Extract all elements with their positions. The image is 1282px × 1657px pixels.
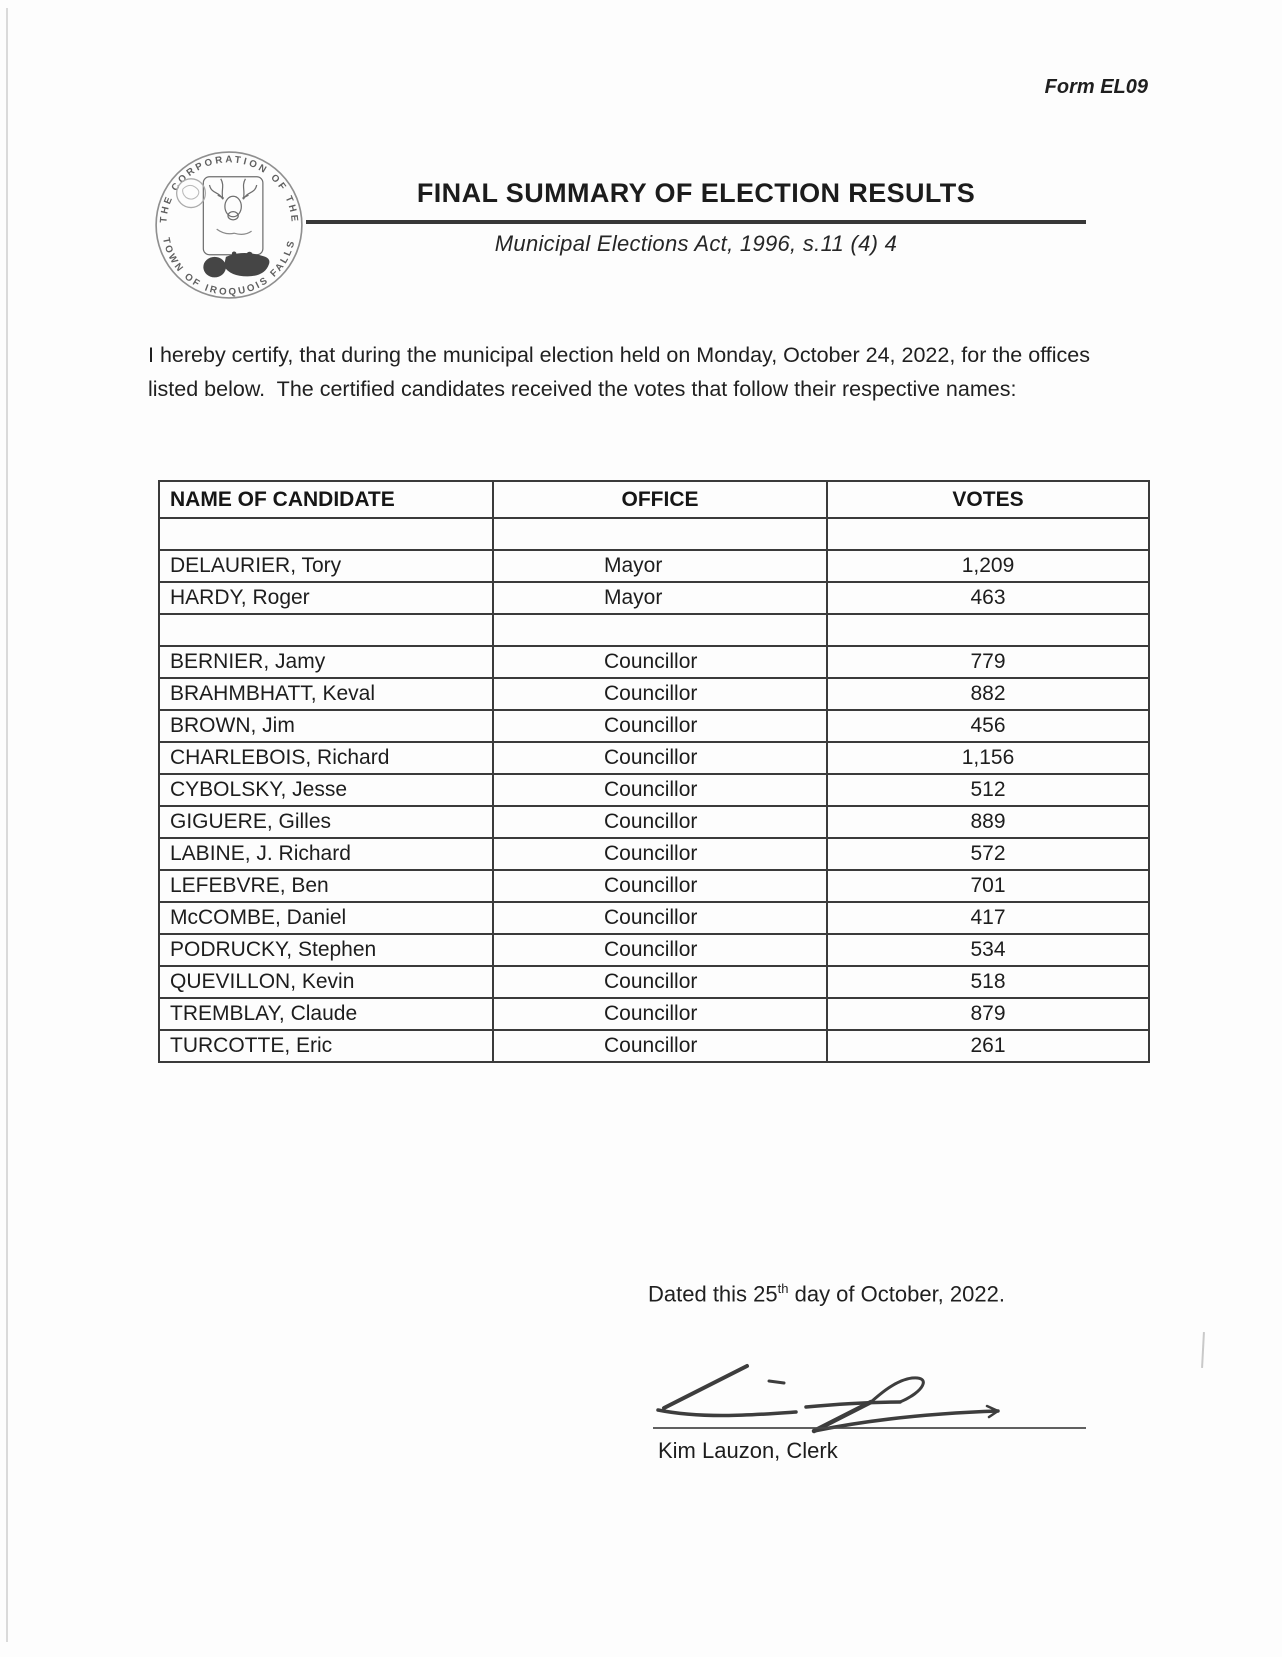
seal-ring-text-top: THE CORPORATION OF THE [158, 154, 300, 224]
header-name-of-candidate: NAME OF CANDIDATE [159, 481, 493, 518]
result-row [159, 550, 1149, 582]
result-row [159, 1030, 1149, 1062]
name-cell: BROWN, Jim [159, 710, 493, 742]
dated-suffix: day of October, 2022. [788, 1281, 1005, 1307]
votes-cell: 512 [827, 774, 1149, 806]
result-row [159, 582, 1149, 614]
office-cell: Councillor [493, 902, 827, 934]
name-cell [159, 518, 493, 550]
certification-paragraph: I hereby certify, that during the municipal election held on Monday, October 24, 2022, for the offices listed below. The certified candidates received the votes that follow their respective names: [148, 343, 1090, 401]
election-results-table [158, 480, 1150, 1063]
name-cell: CHARLEBOIS, Richard [159, 742, 493, 774]
result-row [159, 838, 1149, 870]
name-cell: TURCOTTE, Eric [159, 1030, 493, 1062]
name-cell: QUEVILLON, Kevin [159, 966, 493, 998]
office-cell: Councillor [493, 806, 827, 838]
votes-cell: 417 [827, 902, 1149, 934]
votes-cell: 701 [827, 870, 1149, 902]
votes-cell: 456 [827, 710, 1149, 742]
moose-crest [203, 177, 263, 255]
seal-ring [156, 152, 302, 298]
votes-cell: 779 [827, 646, 1149, 678]
office-cell: Mayor [493, 550, 827, 582]
overlapping-stamp [177, 179, 206, 208]
scan-edge-artifact [6, 8, 8, 1642]
votes-cell: 261 [827, 1030, 1149, 1062]
result-row [159, 710, 1149, 742]
result-row [159, 646, 1149, 678]
result-row [159, 902, 1149, 934]
result-row [159, 774, 1149, 806]
office-cell: Councillor [493, 710, 827, 742]
result-row [159, 806, 1149, 838]
document-subtitle: Municipal Elections Act, 1996, s.11 (4) 4 [494, 231, 898, 256]
title-rule [306, 220, 1086, 224]
name-cell [159, 614, 493, 646]
votes-cell [827, 518, 1149, 550]
spacer-row [159, 518, 1149, 550]
name-cell: TREMBLAY, Claude [159, 998, 493, 1030]
name-cell: BRAHMBHATT, Keval [159, 678, 493, 710]
spacer-row [159, 614, 1149, 646]
office-cell [493, 518, 827, 550]
office-cell: Councillor [493, 934, 827, 966]
votes-cell: 518 [827, 966, 1149, 998]
name-cell: GIGUERE, Gilles [159, 806, 493, 838]
result-row [159, 934, 1149, 966]
office-cell: Councillor [493, 678, 827, 710]
office-cell: Councillor [493, 646, 827, 678]
scan-mark-artifact [1201, 1332, 1205, 1368]
votes-cell: 463 [827, 582, 1149, 614]
result-row [159, 870, 1149, 902]
office-cell: Mayor [493, 582, 827, 614]
table-header-row [159, 481, 1149, 518]
form-number: Form EL09 [1044, 76, 1148, 98]
result-row [159, 742, 1149, 774]
results-table-body [159, 518, 1149, 1062]
dated-line [648, 1281, 1005, 1307]
dated-ordinal: th [777, 1281, 789, 1296]
name-cell: DELAURIER, Tory [159, 550, 493, 582]
name-cell: BERNIER, Jamy [159, 646, 493, 678]
office-cell: Councillor [493, 870, 827, 902]
name-cell: HARDY, Roger [159, 582, 493, 614]
name-cell: LABINE, J. Richard [159, 838, 493, 870]
office-cell: Councillor [493, 774, 827, 806]
document-title: FINAL SUMMARY OF ELECTION RESULTS [416, 178, 976, 208]
seal-ring-text-bottom: TOWN OF IROQUOIS FALLS [160, 236, 298, 298]
name-cell: PODRUCKY, Stephen [159, 934, 493, 966]
result-row [159, 998, 1149, 1030]
dated-prefix: Dated this 25 [648, 1281, 778, 1307]
votes-cell: 572 [827, 838, 1149, 870]
votes-cell: 879 [827, 998, 1149, 1030]
votes-cell: 889 [827, 806, 1149, 838]
clerk-signature [628, 1352, 1133, 1452]
office-cell: Councillor [493, 1030, 827, 1062]
result-row [159, 966, 1149, 998]
office-cell [493, 614, 827, 646]
office-cell: Councillor [493, 838, 827, 870]
votes-cell: 1,209 [827, 550, 1149, 582]
office-cell: Councillor [493, 966, 827, 998]
votes-cell: 882 [827, 678, 1149, 710]
name-cell: LEFEBVRE, Ben [159, 870, 493, 902]
document-header [306, 178, 1086, 257]
name-cell: CYBOLSKY, Jesse [159, 774, 493, 806]
name-cell: McCOMBE, Daniel [159, 902, 493, 934]
office-cell: Councillor [493, 742, 827, 774]
votes-cell: 1,156 [827, 742, 1149, 774]
header-office: OFFICE [493, 481, 827, 518]
header-votes: VOTES [827, 481, 1149, 518]
office-cell: Councillor [493, 998, 827, 1030]
signatory-name: Kim Lauzon, Clerk [658, 1438, 838, 1463]
result-row [159, 678, 1149, 710]
votes-cell: 534 [827, 934, 1149, 966]
votes-cell [827, 614, 1149, 646]
town-seal [152, 148, 306, 302]
